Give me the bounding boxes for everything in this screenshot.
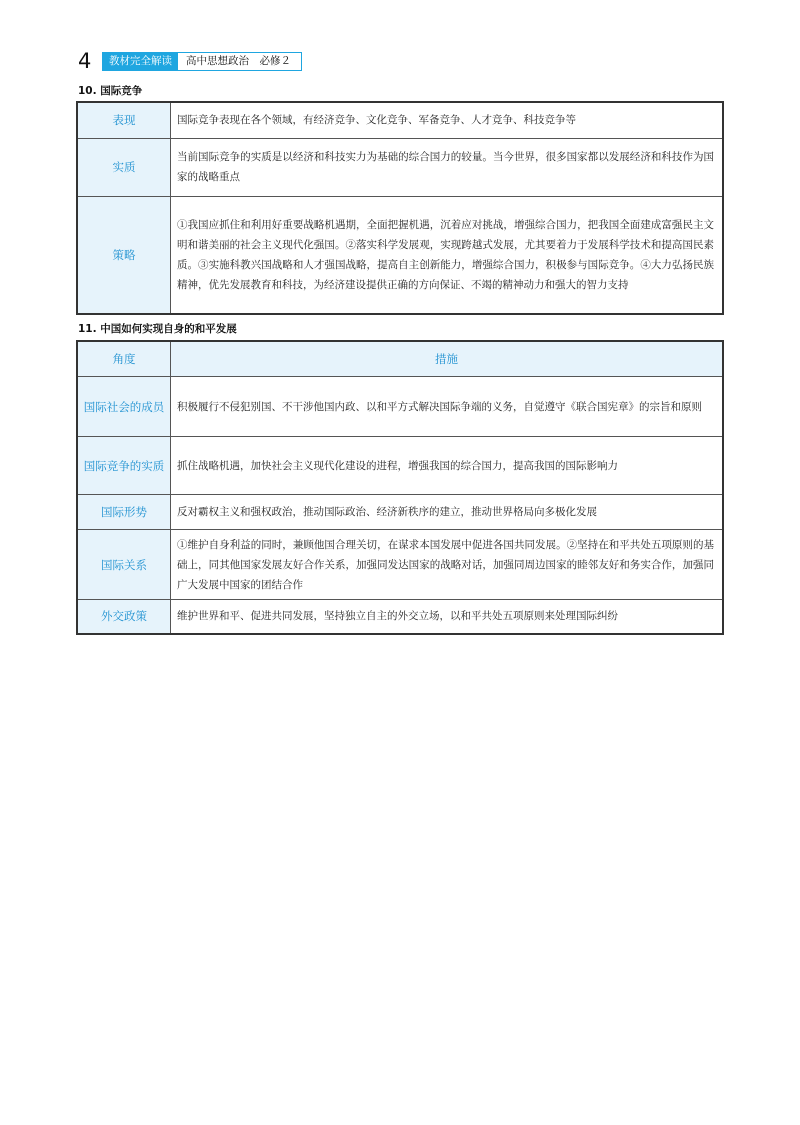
row-content: 抓住战略机遇，加快社会主义现代化建设的进程，增强我国的综合国力，提高我国的国际影响力 (171, 437, 724, 495)
section-11-title: 11. 中国如何实现自身的和平发展 (78, 323, 237, 335)
header-badge (102, 52, 302, 71)
table-row (77, 196, 723, 314)
row-content: 当前国际竞争的实质是以经济和科技实力为基础的综合国力的较量。当今世界，很多国家都以发展经济和科技作为国家的战略重点 (171, 138, 724, 196)
table-row (77, 138, 723, 196)
book-series-label: 教材完全解读 (103, 53, 178, 70)
row-label: 外交政策 (77, 600, 171, 634)
row-label: 国际社会的成员 (77, 377, 171, 437)
page-number: 4 (78, 49, 92, 73)
section-10-title: 10. 国际竞争 (78, 85, 143, 97)
row-content: 维护世界和平、促进共同发展，坚持独立自主的外交立场，以和平共处五项原则来处理国际纠纷 (171, 600, 724, 634)
row-content: 国际竞争表现在各个领域，有经济竞争、文化竞争、军备竞争、人才竞争、科技竞争等 (171, 102, 724, 138)
table-header-row (77, 341, 723, 377)
book-title-label: 高中思想政治 必修２ (178, 53, 301, 70)
table-row (77, 437, 723, 495)
row-label: 国际关系 (77, 530, 171, 600)
peaceful-development-table (76, 340, 724, 635)
row-content: ①维护自身利益的同时，兼顾他国合理关切，在谋求本国发展中促进各国共同发展。②坚持在和平共处五项原则的基础上，同其他国家发展友好合作关系，加强同发达国家的战略对话，加强同周边国家的睦邻友好和务实合作，加强同广大发展中国家的团结合作 (171, 530, 724, 600)
table-row (77, 377, 723, 437)
table-row (77, 530, 723, 600)
row-label: 策略 (77, 196, 171, 314)
page-header (78, 50, 302, 72)
row-content: 积极履行不侵犯别国、不干涉他国内政、以和平方式解决国际争端的义务，自觉遵守《联合国宪章》的宗旨和原则 (171, 377, 724, 437)
row-content: 反对霸权主义和强权政治，推动国际政治、经济新秩序的建立，推动世界格局向多极化发展 (171, 495, 724, 530)
column-header-measures: 措施 (171, 341, 724, 377)
table-row (77, 102, 723, 138)
column-header-angle: 角度 (77, 341, 171, 377)
row-label: 国际竞争的实质 (77, 437, 171, 495)
row-content: ①我国应抓住和利用好重要战略机遇期，全面把握机遇，沉着应对挑战，增强综合国力，把我国全面建成富强民主文明和谐美丽的社会主义现代化强国。②落实科学发展观，实现跨越式发展，尤其要着力于发展科学技术和提高国民素质。③实施科教兴国战略和人才强国战略，提高自主创新能力，增强综合国力，积极参与国际竞争。④大力弘扬民族精神，优先发展教育和科技，为经济建设提供正确的方向保证、不竭的精神动力和强大的智力支持 (171, 196, 724, 314)
row-label: 国际形势 (77, 495, 171, 530)
row-label: 表现 (77, 102, 171, 138)
table-row (77, 495, 723, 530)
international-competition-table (76, 101, 724, 315)
table-row (77, 600, 723, 634)
row-label: 实质 (77, 138, 171, 196)
